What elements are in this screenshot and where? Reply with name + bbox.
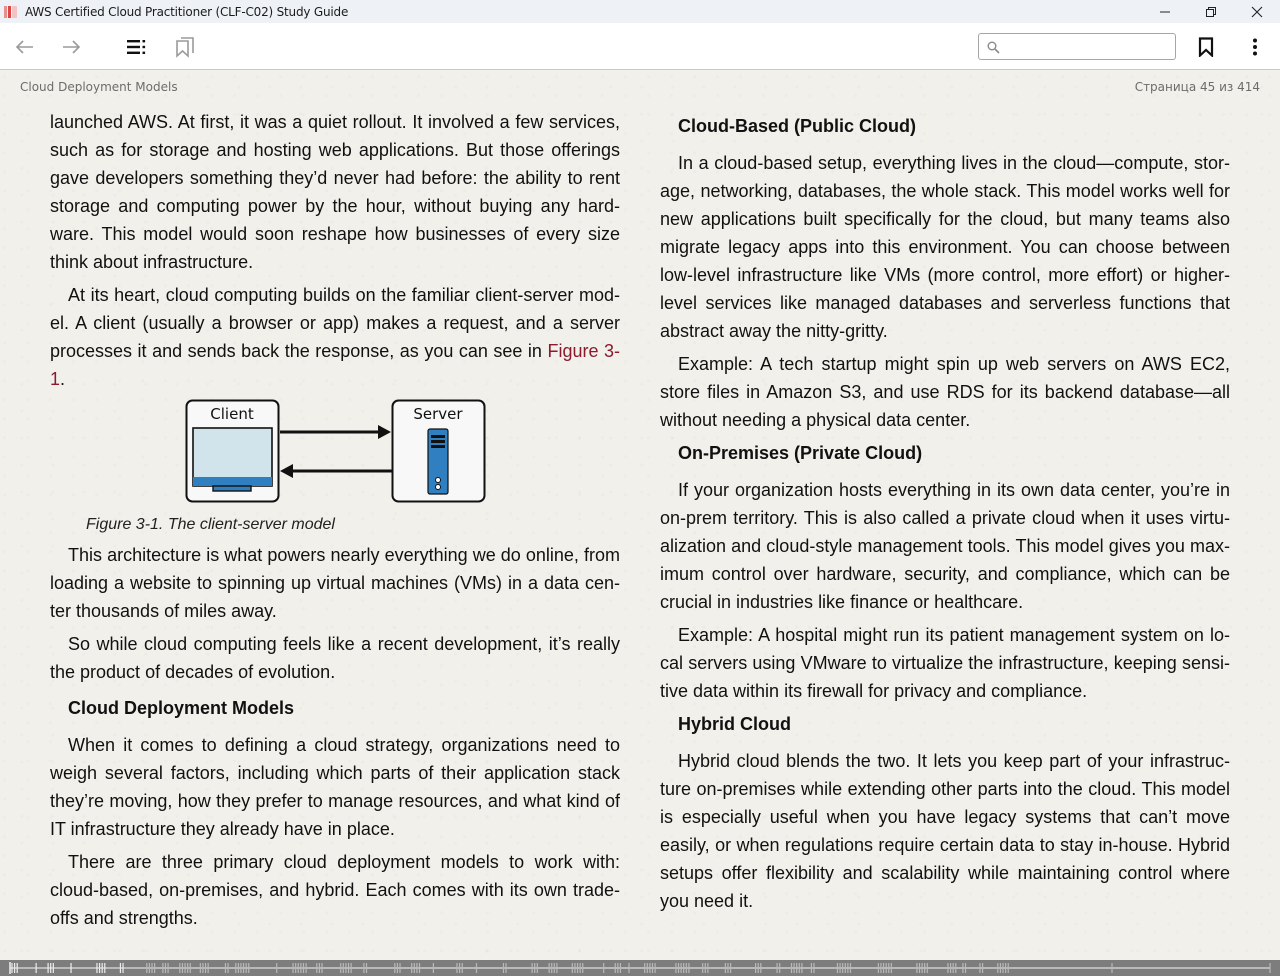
table-of-contents-button[interactable] [123, 33, 151, 61]
bookmark-button[interactable] [1192, 33, 1220, 61]
section-heading: On-Premises (Private Cloud) [678, 443, 923, 463]
table-of-contents-icon [127, 39, 147, 55]
arrow-left-icon [14, 39, 34, 55]
close-button[interactable] [1234, 0, 1280, 23]
paragraph: This architecture is what powers nearly everything we do online, from loading a website to spinning up virtual machines (VMs) in a data center thousands of miles away. [50, 545, 620, 621]
minimize-button[interactable] [1142, 0, 1188, 23]
paragraph: Example: A hospital might run its patient management system on local servers using VMware to virtualize the infrastructure, keeping sensitive data within its firewall for privacy and compliance. [660, 625, 1230, 701]
paragraph: Example: A tech startup might spin up web servers on AWS EC2, store files in Amazon S3, and use RDS for its backend database—all without needing a physical data center. [660, 354, 1230, 430]
chapter-running-head: Cloud Deployment Models [20, 80, 178, 94]
client-server-figure [50, 399, 620, 507]
server-label: Server [413, 405, 463, 423]
paragraph: launched AWS. At first, it was a quiet rollout. It involved a few services, such as for storage and hosting web applications. But those offerings gave developers something they’d never had before: the ability to rent storage and computing power by the hour, without buying any hardware. This model would soon reshape how businesses of every size think about infrastructure. [50, 112, 620, 272]
search-icon [987, 41, 1000, 54]
page-counter: Страница 45 из 414 [1134, 80, 1260, 94]
paragraph: So while cloud computing feels like a recent development, it’s really the product of decades of evolution. [50, 634, 620, 682]
section-heading: Cloud-Based (Public Cloud) [678, 116, 916, 136]
paragraph [50, 281, 620, 393]
app-book-icon [4, 6, 18, 18]
client-server-diagram [50, 399, 620, 507]
book-page[interactable] [0, 71, 1280, 960]
paragraph: In a cloud-based setup, everything lives in the cloud—compute, storage, networking, databases, the whole stack. This model works well for new applications built specifically for the cloud, but many teams also migrate legacy apps into this environment. You can choose between low-level infrastructure like VMs (more control, more effort) or higher-level services like managed databases and serverless functions that abstract away the nitty-gritty. [660, 153, 1230, 341]
left-column [50, 108, 620, 937]
search-field[interactable] [978, 33, 1176, 60]
forward-button[interactable] [58, 33, 86, 61]
arrow-right-icon [62, 39, 82, 55]
section-heading: Cloud Deployment Models [68, 698, 295, 718]
section-heading: Hybrid Cloud [678, 714, 791, 734]
more-vertical-icon [1252, 38, 1258, 56]
chapter-marks [0, 960, 1280, 976]
paragraph: Hybrid cloud blends the two. It lets you keep part of your infrastructure on-premises while extending other parts into the cloud. This model is especially useful when you have legacy systems that can’t move easily, or when regulations require certain data to stay in-house. Hybrid setups offer flexibility and scalability while maintaining control where you need it. [660, 751, 1230, 911]
maximize-button[interactable] [1188, 0, 1234, 23]
title-bar [0, 0, 1280, 23]
bookmark-icon [1198, 37, 1214, 57]
window-title: AWS Certified Cloud Practitioner (CLF-C02) Study Guide [25, 4, 349, 19]
back-button[interactable] [10, 33, 38, 61]
paragraph: If your organization hosts everything in its own data center, you’re in on-prem territory. This is also called a private cloud when it uses virtualization and cloud-style management tools. This model gives you maximum control over hardware, security, and compliance, which can be crucial in industries like finance or healthcare. [660, 480, 1230, 612]
search-input[interactable] [1003, 36, 1171, 57]
client-label: Client [210, 405, 254, 423]
bookmarks-icon [174, 36, 196, 58]
figure-caption: Figure 3-1. The client-server model [86, 516, 335, 533]
more-menu-button[interactable] [1241, 33, 1269, 61]
bookmarks-list-button[interactable] [171, 33, 199, 61]
restore-icon [1205, 6, 1217, 18]
paragraph-text: . [60, 369, 66, 389]
minimize-icon [1159, 6, 1171, 18]
figure-link[interactable]: Figure 3-1 [50, 341, 620, 389]
paragraph: When it comes to defining a cloud strategy, organizations need to weigh several factors, including which parts of their application stack they’re moving, how they prefer to manage resources, and what kind of IT infrastructure they already have in place. [50, 735, 620, 839]
toolbar [0, 23, 1280, 70]
page-scrubber[interactable] [0, 960, 1280, 976]
right-column [660, 108, 1230, 920]
paragraph-text: At its heart, cloud computing builds on the familiar client-server model. A client (usually a browser or app) makes a request, and a server processes it and sends back the response, as you can see in [50, 285, 620, 361]
close-icon [1251, 6, 1263, 18]
paragraph: There are three primary cloud deployment models to work with: cloud-based, on-premises, and hybrid. Each comes with its own trade-offs and strengths. [50, 852, 620, 928]
